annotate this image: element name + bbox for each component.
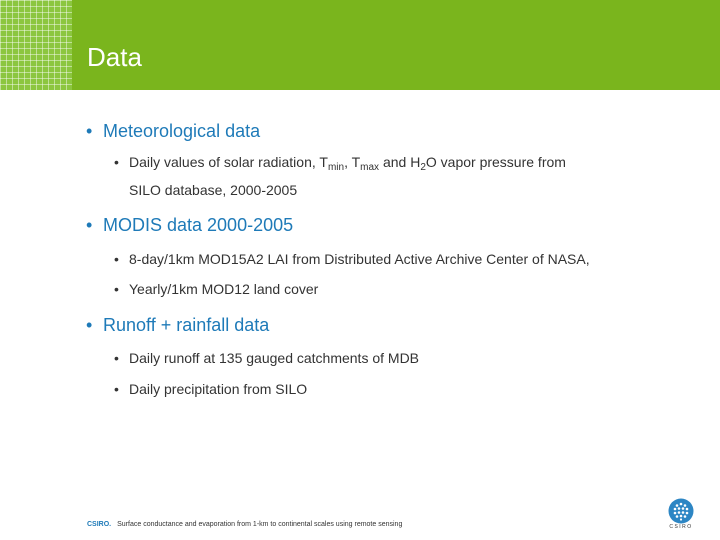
- list-item-continuation: SILO database, 2000-2005: [129, 182, 298, 198]
- list-item-mod12: [114, 280, 318, 298]
- bullet: •: [114, 154, 119, 170]
- section-heading-runoff: [86, 313, 269, 337]
- footer-brand: CSIRO.: [87, 521, 112, 528]
- subscript-max: max: [360, 162, 380, 173]
- bullet: •: [114, 381, 119, 397]
- item-text: Daily values of solar radiation, T: [129, 154, 328, 170]
- section-heading-meteorological: [86, 119, 260, 143]
- bullet: •: [86, 215, 93, 235]
- bullet: •: [114, 251, 119, 267]
- item-text: , T: [344, 154, 361, 170]
- section-heading-text: MODIS data 2000-2005: [103, 215, 294, 235]
- item-text: O vapor pressure from: [425, 154, 566, 170]
- item-text: 8-day/1km MOD15A2 LAI from Distributed Active Archive Center of NASA,: [129, 251, 590, 267]
- header-bar: [0, 0, 720, 90]
- logo-caption: CSIRO: [669, 524, 693, 530]
- list-item-solar-radiation: [114, 153, 566, 171]
- bullet: •: [86, 121, 93, 141]
- item-text: Yearly/1km MOD12 land cover: [129, 281, 319, 297]
- section-heading-text: Runoff + rainfall data: [103, 315, 270, 335]
- header-grid-pattern: [0, 0, 72, 90]
- list-item-mod15a2: [114, 250, 590, 268]
- item-text: and H: [379, 154, 421, 170]
- footer-text: Surface conductance and evaporation from 1-km to continental scales using remote sensing: [117, 521, 403, 528]
- csiro-logo-icon: [668, 498, 694, 524]
- subscript-2: 2: [420, 162, 426, 173]
- section-heading-text: Meteorological data: [103, 121, 261, 141]
- footer: [87, 520, 402, 530]
- subscript-min: min: [327, 162, 345, 173]
- bullet: •: [114, 350, 119, 366]
- bullet: •: [114, 281, 119, 297]
- item-text: Daily precipitation from SILO: [129, 381, 308, 397]
- list-item-daily-runoff: [114, 349, 419, 367]
- list-item-daily-precipitation: [114, 380, 307, 398]
- item-text: Daily runoff at 135 gauged catchments of MDB: [129, 350, 420, 366]
- slide-title: Data: [87, 42, 142, 72]
- bullet: •: [86, 315, 93, 335]
- section-heading-modis: [86, 213, 293, 237]
